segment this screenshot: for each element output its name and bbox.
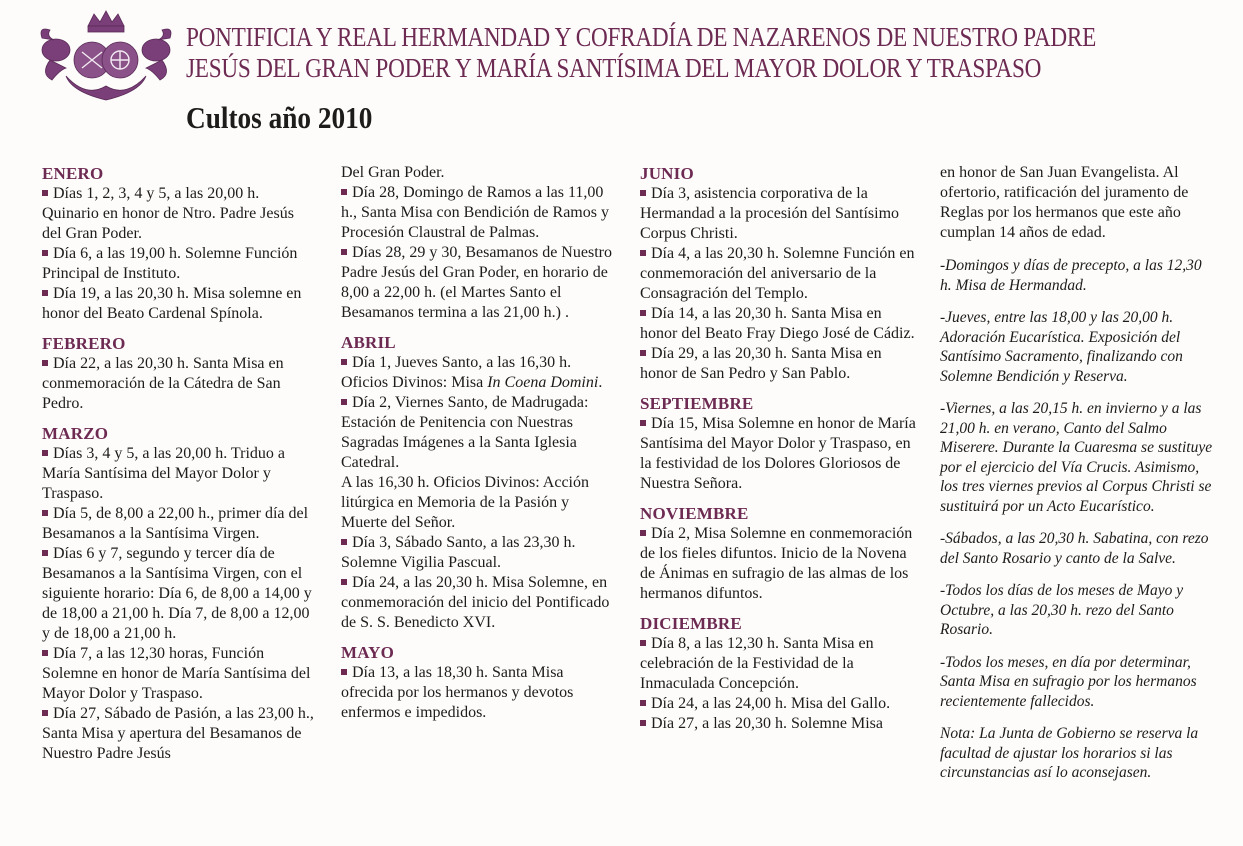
month-heading-junio: JUNIO <box>640 164 694 183</box>
month-heading-mayo: MAYO <box>341 643 395 662</box>
month-heading-septiembre: SEPTIEMBRE <box>640 394 754 413</box>
header-title-line-1: PONTIFICIA Y REAL HERMANDAD Y COFRADÍA DE NAZARENOS DE NUESTRO PADRE <box>186 22 1097 52</box>
list-item: Día 2, Misa Solemne en conmemoración de los fieles difuntos. Inicio de la Novena de Ánimas en sufragio de las almas de los hermanos difuntos. <box>640 525 913 602</box>
list-item: Día 3, Sábado Santo, a las 23,30 h. Solemne Vigilia Pascual. <box>341 534 576 571</box>
note-todos-los-meses: -Todos los meses, en día por determinar, Santa Misa en sufragio por los hermanos recientemente fallecidos. <box>940 653 1197 710</box>
list-item: Día 14, a las 20,30 h. Santa Misa en honor del Beato Fray Diego José de Cádiz. <box>640 305 915 342</box>
list-item: Día 24, a las 24,00 h. Misa del Gallo. <box>640 694 916 714</box>
brotherhood-crest-icon <box>36 8 176 106</box>
month-heading-enero: ENERO <box>42 164 104 183</box>
bullet-icon <box>341 579 347 585</box>
bullet-icon <box>42 250 48 256</box>
column-3 <box>640 163 916 734</box>
list-item: Días 6 y 7, segundo y tercer día de Besamanos a la Santísima Virgen, con el siguiente horario: Día 6, de 8,00 a 14,00 y de 18,00 a 21,00 h. Día 7, de 8,00 a 12,00 y de 18,00 a 21,00 h. <box>42 545 312 642</box>
bullet-icon <box>640 530 646 536</box>
bullet-icon <box>42 290 48 296</box>
bullet-icon <box>42 360 48 366</box>
list-item: Día 29, a las 20,30 h. Santa Misa en honor de San Pedro y San Pablo. <box>640 345 882 382</box>
note-domingos: -Domingos y días de precepto, a las 12,30 h. Misa de Hermandad. <box>940 257 1202 294</box>
month-heading-noviembre: NOVIEMBRE <box>640 504 749 523</box>
page-title: Cultos año 2010 <box>186 100 373 135</box>
list-item: Días 3, 4 y 5, a las 20,00 h. Triduo a María Santísima del Mayor Dolor y Traspaso. <box>42 445 285 502</box>
bullet-icon <box>640 250 646 256</box>
column-2 <box>341 163 619 723</box>
bullet-icon <box>640 700 646 706</box>
list-item: Día 1, Jueves Santo, a las 16,30 h. Oficios Divinos: Misa In Coena Domini. <box>341 354 603 391</box>
note-viernes: -Viernes, a las 20,15 h. en invierno y a las 21,00 h. en verano, Canto del Salmo Miserere. Durante la Cuaresma se sustituye por el ejercicio del Vía Crucis. Asimismo, los tres viernes previos al Corpus Christi se sustituirá por un Acto Eucarístico. <box>940 400 1213 515</box>
list-item: Día 3, asistencia corporativa de la Hermandad a la procesión del Santísimo Corpus Christi. <box>640 185 900 242</box>
bullet-icon <box>42 650 48 656</box>
list-item: Día 2, Viernes Santo, de Madrugada: Estación de Penitencia con Nuestras Sagradas Imágenes a la Santa Iglesia Catedral. <box>341 394 589 471</box>
list-item-continued: en honor de San Juan Evangelista. Al ofertorio, ratificación del juramento de Reglas por los hermanos que este año cumplan 14 años de edad. <box>940 164 1189 241</box>
list-item: Día 13, a las 18,30 h. Santa Misa ofrecida por los hermanos y devotos enfermos e impedidos. <box>341 664 574 721</box>
list-item: Día 8, a las 12,30 h. Santa Misa en celebración de la Festividad de la Inmaculada Concepción. <box>640 635 874 692</box>
column-1 <box>42 163 317 764</box>
list-item: Día 6, a las 19,00 h. Solemne Función Principal de Instituto. <box>42 245 298 282</box>
list-item: Día 27, Sábado de Pasión, a las 23,00 h., Santa Misa y apertura del Besamanos de Nuestro Padre Jesús <box>42 705 314 762</box>
list-item: Día 19, a las 20,30 h. Misa solemne en honor del Beato Cardenal Spínola. <box>42 285 302 322</box>
month-heading-febrero: FEBRERO <box>42 334 126 353</box>
list-item: Días 28, 29 y 30, Besamanos de Nuestro Padre Jesús del Gran Poder, en horario de 8,00 a 22,00 h. (el Martes Santo el Besamanos termina a las 21,00 h.) . <box>341 244 612 321</box>
bullet-icon <box>42 510 48 516</box>
bullet-icon <box>640 640 646 646</box>
list-item: Día 4, a las 20,30 h. Solemne Función en conmemoración del aniversario de la Consagración del Templo. <box>640 245 915 302</box>
note-junta-gobierno: Nota: La Junta de Gobierno se reserva la facultad de ajustar los horarios si las circunstancias así lo aconsejasen. <box>940 725 1199 781</box>
bullet-icon <box>341 359 347 365</box>
bullet-icon <box>341 539 347 545</box>
note-jueves: -Jueves, entre las 18,00 y las 20,00 h. Adoración Eucarística. Exposición del Santísimo Sacramento, finalizando con Solemne Bendición y Reserva. <box>940 309 1183 385</box>
bullet-icon <box>640 420 646 426</box>
column-4 <box>940 163 1215 783</box>
bullet-icon <box>640 190 646 196</box>
bullet-icon <box>42 190 48 196</box>
bullet-icon <box>341 189 347 195</box>
list-item: Día 15, Misa Solemne en honor de María Santísima del Mayor Dolor y Traspaso, en la festividad de los Dolores Gloriosos de Nuestra Señora. <box>640 415 916 492</box>
list-item-continued: Del Gran Poder. <box>341 164 445 181</box>
list-item: Día 28, Domingo de Ramos a las 11,00 h., Santa Misa con Bendición de Ramos y Procesión Claustral de Palmas. <box>341 184 609 241</box>
header-title-line-2: JESÚS DEL GRAN PODER Y MARÍA SANTÍSIMA DEL MAYOR DOLOR Y TRASPASO <box>186 53 1042 83</box>
month-heading-marzo: MARZO <box>42 424 109 443</box>
bullet-icon <box>341 399 347 405</box>
list-item: Día 27, a las 20,30 h. Solemne Misa <box>640 714 916 734</box>
month-heading-diciembre: DICIEMBRE <box>640 614 742 633</box>
bullet-icon <box>341 669 347 675</box>
month-heading-abril: ABRIL <box>341 333 396 352</box>
list-item: Día 5, de 8,00 a 22,00 h., primer día del Besamanos a la Santísima Virgen. <box>42 505 309 542</box>
bullet-icon <box>640 310 646 316</box>
note-sabados: -Sábados, a las 20,30 h. Sabatina, con rezo del Santo Rosario y canto de la Salve. <box>940 530 1209 567</box>
list-item: Día 24, a las 20,30 h. Misa Solemne, en conmemoración del inicio del Pontificado de S. S. Benedicto XVI. <box>341 574 610 631</box>
list-item: Día 22, a las 20,30 h. Santa Misa en conmemoración de la Cátedra de San Pedro. <box>42 355 284 412</box>
bullet-icon <box>341 249 347 255</box>
bullet-icon <box>42 450 48 456</box>
list-item-extra: A las 16,30 h. Oficios Divinos: Acción litúrgica en Memoria de la Pasión y Muerte del Señor. <box>341 474 589 531</box>
bullet-icon <box>42 710 48 716</box>
bullet-icon <box>640 720 646 726</box>
note-mayo-octubre: -Todos los días de los meses de Mayo y Octubre, a las 20,30 h. rezo del Santo Rosario. <box>940 582 1184 638</box>
list-item: Días 1, 2, 3, 4 y 5, a las 20,00 h. Quinario en honor de Ntro. Padre Jesús del Gran Poder. <box>42 185 294 242</box>
list-item: Día 7, a las 12,30 horas, Función Solemne en honor de María Santísima del Mayor Dolor y Traspaso. <box>42 645 311 702</box>
header <box>186 22 1226 84</box>
bullet-icon <box>640 350 646 356</box>
bullet-icon <box>42 550 48 556</box>
